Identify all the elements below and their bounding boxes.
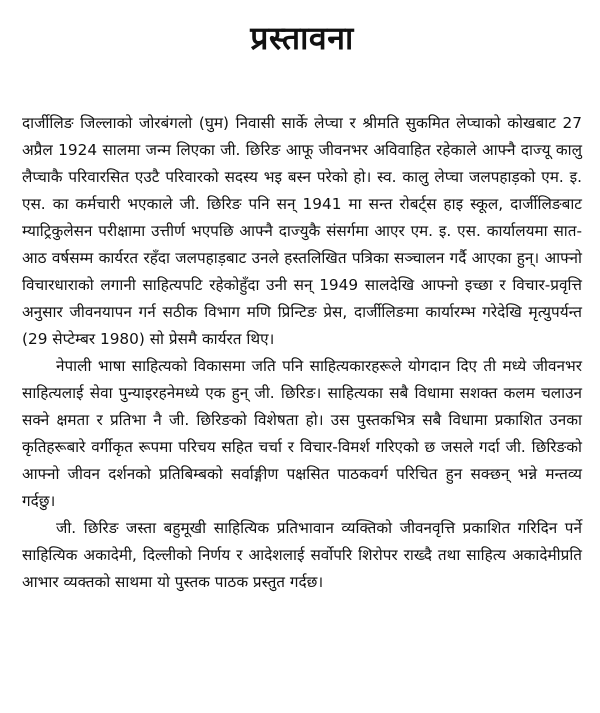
paragraph-1: दार्जीलिङ जिल्लाको जोरबंगलो (घुम) निवासी सार्के लेप्चा र श्रीमति सुकमित लेप्चाको कोखबाट 27 अप्रैल 1924 सालमा जन्म लिएका जी. छिरिङ आफू जीवनभर अविवाहित रहेकाले आफ्नै दाज्यू कालु लैप्चाकै परिवारसित एउटै परिवारको सदस्य भइ बस्न परेको हो। स्व. कालु लेप्चा जलपहाड़को एम. इ. एस. का कर्मचारी भएकाले जी. छिरिङ पनि सन् 1941 मा सन्त रोबर्ट्स हाइ स्कूल, दार्जीलिङबाट म्याट्रिकुलेसन परीक्षामा उत्तीर्ण भएपछि आफ्नै दाज्युकै संसर्गमा आएर एम. इ. एस. कार्यालयमा सात-आठ वर्षसम्म कार्यरत रहँदा जलपहाड़बाट उनले हस्तलिखित पत्रिका सञ्चालन गर्दै आएका हुन्। आफ्नो विचारधाराको लगानी साहित्यपटि रहेकोहुँदा उनी सन् 1949 सालदेखि आफ्नो इच्छा र विचार-प्रवृत्ति अनुसार जीवनयापन गर्न सठीक विभाग मणि प्रिन्टिङ प्रेस, दार्जीलिङमा कार्यारम्भ गरेदेखि मृत्युपर्यन्त (29 सेप्टेम्बर 1980) सो प्रेसमै कार्यरत थिए।	[22, 114, 582, 348]
page-title: प्रस्तावना	[250, 19, 354, 57]
paragraph-2: नेपाली भाषा साहित्यको विकासमा जति पनि साहित्यकारहरूले योगदान दिए ती मध्ये जीवनभर साहित्यलाई सेवा पुन्याइरहनेमध्ये एक हुन् जी. छिरिङ। साहित्यका सबै विधामा सशक्त कलम चलाउन सक्ने क्षमता र प्रतिभा नै जी. छिरिङको विशेषता हो। उस पुस्तकभित्र सबै विधामा प्रकाशित उनका कृतिहरूबारे वर्गीकृत रूपमा परिचय सहित चर्चा र विचार-विमर्श गरिएको छ जसले गर्दा जी. छिरिङको आफ्नो जीवन दर्शनको प्रतिबिम्बको सर्वाङ्गीण पक्षसित पाठकवर्ग परिचित हुन सक्छन् भन्ने मन्तव्य गर्दछु।	[22, 357, 582, 510]
paragraph-3: जी. छिरिङ जस्ता बहुमूखी साहित्यिक प्रतिभावान व्यक्तिको जीवनवृत्ति प्रकाशित गरिदिन पर्ने साहित्यिक अकादेमी, दिल्लीको निर्णय र आदेशलाई सर्वोपरि शिरोपर राख्दै तथा साहित्य अकादेमीप्रति आभार व्यक्तको साथमा यो पुस्तक पाठक प्रस्तुत गर्दछ।	[22, 519, 582, 591]
